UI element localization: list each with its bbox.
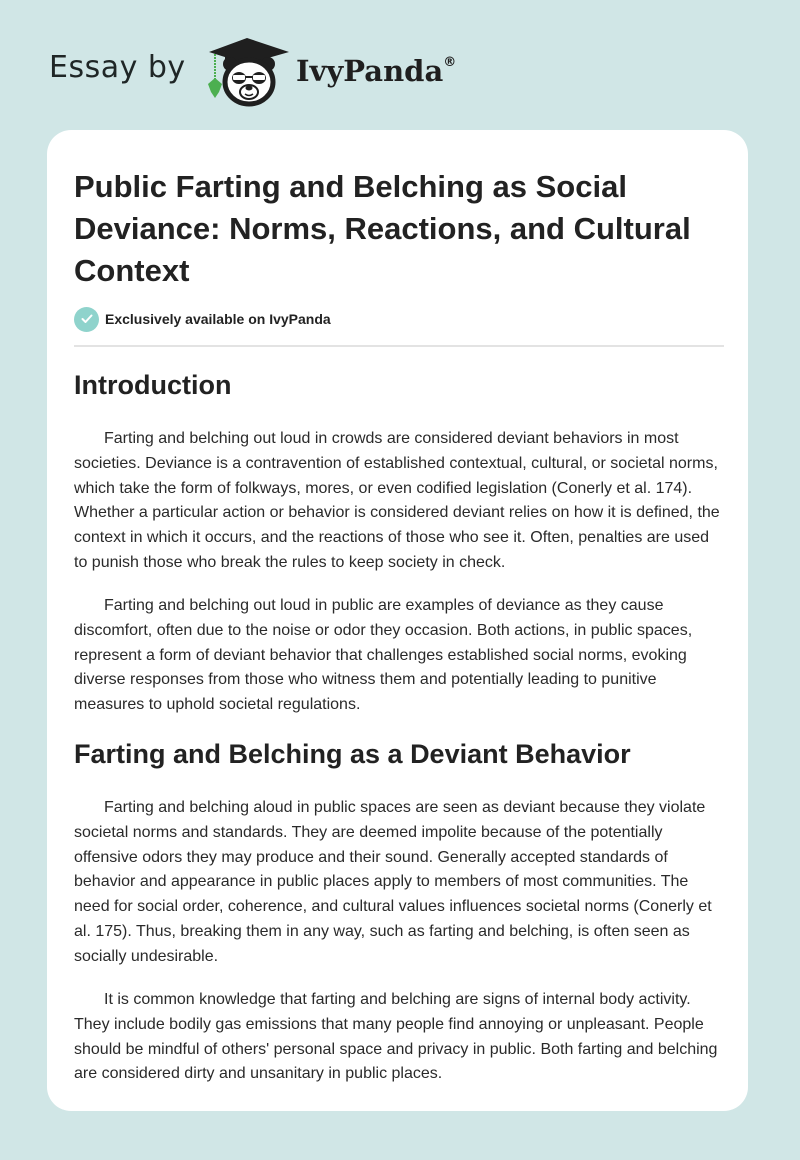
exclusive-badge — [74, 306, 331, 332]
paragraph: It is common knowledge that farting and belching are signs of internal body activity. They include bodily gas emissions that many people find annoying or unpleasant. People should be mindful of others' personal space and privacy in public. Both farting and belching are considered dirty and unsanitary in public places. — [74, 991, 718, 1083]
section-heading-introduction: Introduction — [74, 370, 232, 400]
paragraph: Farting and belching aloud in public spaces are seen as deviant because they violate societal norms and standards. They are deemed impolite because of the potentially offensive odors they may produce and their sound. Generally accepted standards of behavior and appearance in public places apply to members of most communities. The need for social order, coherence, and cultural values influences societal norms (Conerly et al. 175). Thus, breaking them in any way, such as farting and belching, is often seen as socially undesirable. — [74, 799, 712, 965]
registered-mark: ® — [443, 55, 457, 71]
divider — [74, 345, 724, 347]
brand-name-text: IvyPanda — [296, 54, 444, 88]
paragraph: Farting and belching out loud in public are examples of deviance as they cause discomfort, often due to the noise or odor they occasion. Both actions, in public spaces, represent a form of deviant behavior that challenges established social norms, evoking diverse responses from those who witness them and potentially leading to punitive measures to uphold societal regulations. — [74, 597, 693, 714]
brand-name[interactable] — [296, 54, 456, 88]
paragraph: Farting and belching out loud in crowds are considered deviant behaviors in most societies. Deviance is a contravention of established contextual, cultural, or societal norms, which take the form of folkways, mores, or even codified legislation (Conerly et al. 174). Whether a particular action or behavior is considered deviant relies on how it is defined, the context in which it occurs, and the reactions of those who see it. Often, penalties are used to punish those who break the rules to keep society in check. — [74, 430, 720, 571]
site-header — [0, 0, 800, 130]
essay-title: Public Farting and Belching as Social Deviance: Norms, Reactions, and Cultural Context — [74, 169, 691, 288]
section-heading-deviant-behavior: Farting and Belching as a Deviant Behavior — [74, 739, 631, 769]
essay-card — [47, 130, 748, 1111]
exclusive-text: Exclusively available on IvyPanda — [105, 311, 331, 327]
panda-graduate-logo-icon[interactable] — [203, 36, 291, 108]
check-circle-icon — [74, 307, 99, 332]
brand-prefix: Essay by — [49, 50, 186, 85]
